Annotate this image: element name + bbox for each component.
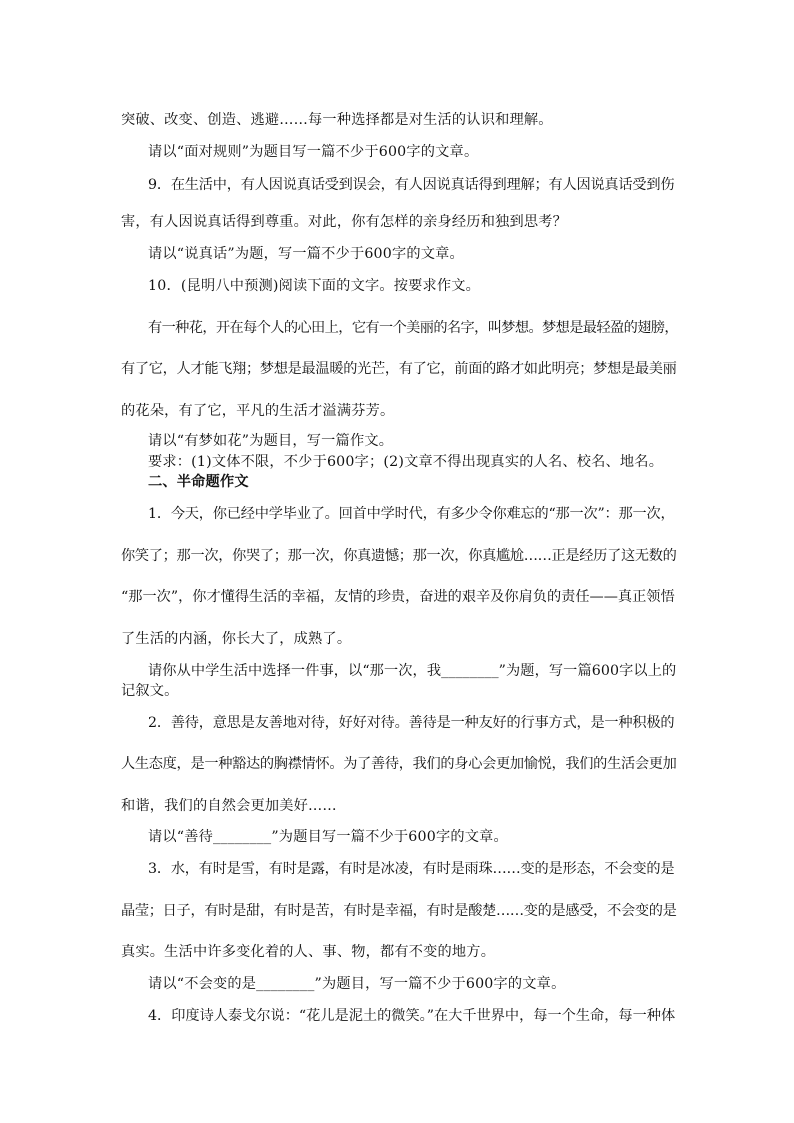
text-line: 请以“有梦如花”为题目，写一篇作文。 xyxy=(148,433,394,449)
text-line: 请你从中学生活中选择一件事，以“那一次，我________”为题，写一篇600字以上的 xyxy=(148,663,677,679)
text-line: 害，有人因说真话得到尊重。对此，你有怎样的亲身经历和独到思考？ xyxy=(121,214,568,230)
text-line: 你笑了；那一次，你哭了；那一次，你真遗憾；那一次，你真尴尬……正是经历了这无数的 xyxy=(121,548,677,564)
text-line: 请以“善待________”为题目写一篇不少于600字的文章。 xyxy=(148,829,508,845)
text-line: 真实。生活中许多变化着的人、事、物，都有不变的地方。 xyxy=(121,944,496,960)
text-line: 人生态度，是一种豁达的胸襟情怀。为了善待，我们的身心会更加愉悦，我们的生活会更加 xyxy=(121,756,677,772)
text-line: 请以“说真话”为题，写一篇不少于600字的文章。 xyxy=(148,246,464,262)
text-line: 了生活的内涵，你长大了，成熟了。 xyxy=(121,631,352,647)
text-line: 晶莹；日子，有时是甜，有时是苦，有时是幸福，有时是酸楚……变的是感受，不会变的是 xyxy=(121,903,677,919)
text-line: 3．水，有时是雪，有时是露，有时是冰凌，有时是雨珠……变的是形态，不会变的是 xyxy=(148,861,675,877)
text-line: 1．今天，你已经中学毕业了。回首中学时代，有多少令你难忘的“那一次”：那一次， xyxy=(148,506,675,522)
text-line: 要求：(1)文体不限，不少于600字；(2)文章不得出现真实的人名、校名、地名。 xyxy=(148,454,664,470)
text-line: 请以“面对规则”为题目写一篇不少于600字的文章。 xyxy=(148,144,479,160)
text-line: 和谐，我们的自然会更加美好…… xyxy=(121,798,337,814)
text-line: “那一次”，你才懂得生活的幸福，友情的珍贵，奋进的艰辛及你肩负的责任——真正领悟 xyxy=(121,589,675,605)
text-line: 10．(昆明八中预测)阅读下面的文字。按要求作文。 xyxy=(148,278,481,294)
text-line: 记叙文。 xyxy=(121,683,179,699)
text-line: 的花朵，有了它，平凡的生活才溢满芬芳。 xyxy=(121,403,395,419)
text-line: 2．善待，意思是友善地对待，好好对待。善待是一种友好的行事方式，是一种积极的 xyxy=(148,715,675,731)
section-heading: 二、半命题作文 xyxy=(148,474,249,490)
text-line: 有了它，人才能飞翔；梦想是最温暖的光芒，有了它，前面的路才如此明亮；梦想是最美丽 xyxy=(121,361,677,377)
text-line: 突破、改变、创造、逃避……每一种选择都是对生活的认识和理解。 xyxy=(121,112,553,128)
text-line: 4．印度诗人泰戈尔说：“花儿是泥土的微笑。”在大千世界中，每一个生命，每一种体 xyxy=(148,1008,676,1024)
text-line: 请以“不会变的是________”为题目，写一篇不少于600字的文章。 xyxy=(148,976,566,992)
text-line: 有一种花，开在每个人的心田上，它有一个美丽的名字，叫梦想。梦想是最轻盈的翅膀， xyxy=(148,320,678,336)
text-line: 9．在生活中，有人因说真话受到误会，有人因说真话得到理解；有人因说真话受到伤 xyxy=(148,177,675,193)
